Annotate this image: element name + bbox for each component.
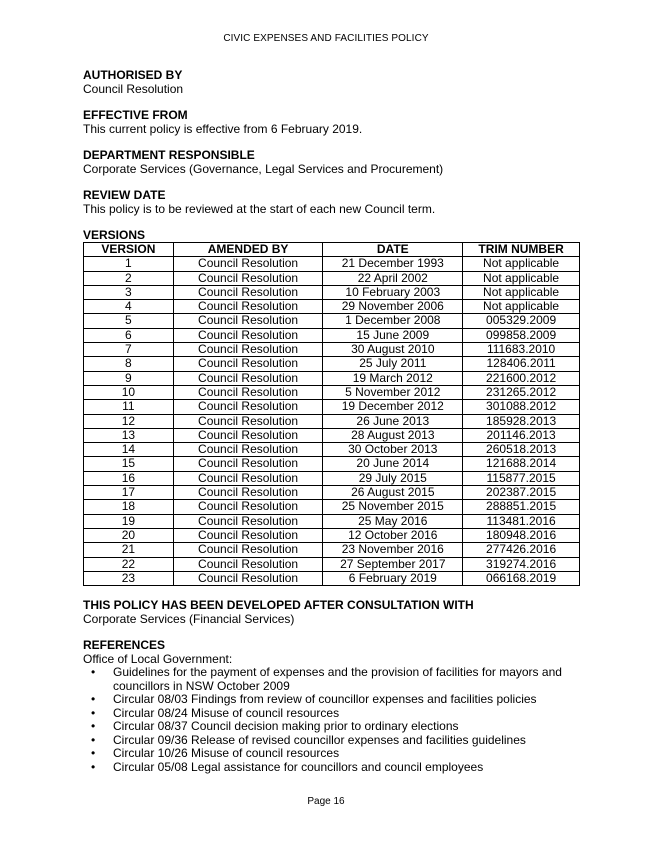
- version-cell: 2: [84, 271, 174, 285]
- department-section: [83, 148, 583, 176]
- amended-by-cell: Council Resolution: [173, 257, 323, 271]
- version-cell: 5: [84, 314, 174, 328]
- table-row: [84, 285, 580, 299]
- amended-by-cell: Council Resolution: [173, 300, 323, 314]
- trim-number-cell: 185928.2013: [463, 414, 580, 428]
- reference-text: Circular 08/24 Misuse of council resources: [113, 705, 340, 720]
- date-cell: 10 February 2003: [323, 285, 463, 299]
- version-cell: 20: [84, 528, 174, 542]
- trim-number-cell: Not applicable: [463, 257, 580, 271]
- version-cell: 17: [84, 486, 174, 500]
- date-cell: 22 April 2002: [323, 271, 463, 285]
- review-heading: REVIEW DATE: [83, 188, 166, 202]
- amended-by-cell: Council Resolution: [173, 500, 323, 514]
- trim-number-cell: 277426.2016: [463, 543, 580, 557]
- date-cell: 21 December 1993: [323, 257, 463, 271]
- column-header-version: VERSION: [84, 243, 174, 257]
- version-cell: 9: [84, 371, 174, 385]
- version-cell: 13: [84, 428, 174, 442]
- date-cell: 25 May 2016: [323, 514, 463, 528]
- trim-number-cell: Not applicable: [463, 271, 580, 285]
- trim-number-cell: 115877.2015: [463, 471, 580, 485]
- amended-by-cell: Council Resolution: [173, 486, 323, 500]
- amended-by-cell: Council Resolution: [173, 557, 323, 571]
- department-text: Corporate Services (Governance, Legal Services and Procurement): [83, 162, 444, 176]
- version-cell: 1: [84, 257, 174, 271]
- version-cell: 7: [84, 343, 174, 357]
- list-item: [91, 692, 583, 707]
- authorised-section: [83, 68, 583, 96]
- reference-text: Guidelines for the payment of expenses and the provision of facilities for mayors and councillors in NSW October 2009: [113, 665, 562, 693]
- amended-by-cell: Council Resolution: [173, 528, 323, 542]
- table-row: [84, 414, 580, 428]
- reference-text: Circular 09/36 Release of revised councillor expenses and facilities guidelines: [113, 732, 526, 747]
- column-header-trim-number: TRIM NUMBER: [463, 243, 580, 257]
- date-cell: 23 November 2016: [323, 543, 463, 557]
- version-cell: 23: [84, 571, 174, 585]
- table-row: [84, 371, 580, 385]
- table-row: [84, 543, 580, 557]
- amended-by-cell: Council Resolution: [173, 343, 323, 357]
- date-cell: 30 August 2010: [323, 343, 463, 357]
- bullet-icon: •: [91, 705, 96, 720]
- version-cell: 22: [84, 557, 174, 571]
- table-row: [84, 385, 580, 399]
- table-row: [84, 571, 580, 585]
- table-row: [84, 471, 580, 485]
- date-cell: 19 March 2012: [323, 371, 463, 385]
- amended-by-cell: Council Resolution: [173, 428, 323, 442]
- date-cell: 1 December 2008: [323, 314, 463, 328]
- list-item: [91, 719, 583, 734]
- list-item: [91, 746, 583, 761]
- version-cell: 14: [84, 443, 174, 457]
- trim-number-cell: 128406.2011: [463, 357, 580, 371]
- versions-table: [83, 242, 580, 586]
- references-list: [83, 666, 583, 774]
- version-cell: 19: [84, 514, 174, 528]
- date-cell: 6 February 2019: [323, 571, 463, 585]
- amended-by-cell: Council Resolution: [173, 328, 323, 342]
- date-cell: 25 November 2015: [323, 500, 463, 514]
- references-heading: REFERENCES: [83, 638, 166, 653]
- version-cell: 3: [84, 285, 174, 299]
- table-row: [84, 443, 580, 457]
- effective-text: This current policy is effective from 6 February 2019.: [83, 122, 363, 136]
- list-item: [91, 705, 583, 721]
- reference-text: Circular 10/26 Misuse of council resources: [113, 746, 340, 761]
- trim-number-cell: 180948.2016: [463, 528, 580, 542]
- date-cell: 27 September 2017: [323, 557, 463, 571]
- consultation-heading: THIS POLICY HAS BEEN DEVELOPED AFTER CONSULTATION WITH: [83, 598, 474, 613]
- trim-number-cell: 005329.2009: [463, 314, 580, 328]
- version-cell: 16: [84, 471, 174, 485]
- trim-number-cell: 231265.2012: [463, 385, 580, 399]
- date-cell: 28 August 2013: [323, 428, 463, 442]
- amended-by-cell: Council Resolution: [173, 443, 323, 457]
- references-section: [83, 638, 583, 774]
- bullet-icon: •: [91, 719, 96, 734]
- table-row: [84, 357, 580, 371]
- table-row: [84, 400, 580, 414]
- trim-number-cell: 113481.2016: [463, 514, 580, 528]
- amended-by-cell: Council Resolution: [173, 514, 323, 528]
- effective-section: [83, 108, 583, 136]
- version-cell: 4: [84, 300, 174, 314]
- table-row: [84, 300, 580, 314]
- table-row: [84, 528, 580, 542]
- date-cell: 19 December 2012: [323, 400, 463, 414]
- department-heading: DEPARTMENT RESPONSIBLE: [83, 148, 255, 162]
- date-cell: 26 August 2015: [323, 486, 463, 500]
- bullet-icon: •: [91, 746, 96, 761]
- column-header-date: DATE: [323, 243, 463, 257]
- table-row: [84, 514, 580, 528]
- amended-by-cell: Council Resolution: [173, 471, 323, 485]
- bullet-icon: •: [91, 692, 96, 707]
- consultation-section: [83, 598, 583, 626]
- trim-number-cell: 288851.2015: [463, 500, 580, 514]
- date-cell: 29 July 2015: [323, 471, 463, 485]
- trim-number-cell: 202387.2015: [463, 486, 580, 500]
- page-header: CIVIC EXPENSES AND FACILITIES POLICY: [223, 33, 429, 44]
- date-cell: 25 July 2011: [323, 357, 463, 371]
- table-row: [84, 314, 580, 328]
- trim-number-cell: 111683.2010: [463, 343, 580, 357]
- authorised-heading: AUTHORISED BY: [83, 68, 183, 82]
- version-cell: 18: [84, 500, 174, 514]
- version-cell: 12: [84, 414, 174, 428]
- version-cell: 8: [84, 357, 174, 371]
- review-section: [83, 188, 583, 216]
- bullet-icon: •: [91, 665, 96, 680]
- amended-by-cell: Council Resolution: [173, 285, 323, 299]
- trim-number-cell: 260518.2013: [463, 443, 580, 457]
- amended-by-cell: Council Resolution: [173, 357, 323, 371]
- date-cell: 15 June 2009: [323, 328, 463, 342]
- list-item: [91, 732, 583, 748]
- date-cell: 5 November 2012: [323, 385, 463, 399]
- policy-content: [83, 68, 583, 786]
- version-cell: 15: [84, 457, 174, 471]
- amended-by-cell: Council Resolution: [173, 271, 323, 285]
- table-row: [84, 486, 580, 500]
- version-cell: 21: [84, 543, 174, 557]
- list-item: [91, 759, 583, 775]
- amended-by-cell: Council Resolution: [173, 314, 323, 328]
- trim-number-cell: 221600.2012: [463, 371, 580, 385]
- trim-number-cell: 066168.2019: [463, 571, 580, 585]
- consultation-text: Corporate Services (Financial Services): [83, 612, 295, 627]
- trim-number-cell: 319274.2016: [463, 557, 580, 571]
- trim-number-cell: 099858.2009: [463, 328, 580, 342]
- list-item: [91, 665, 583, 693]
- amended-by-cell: Council Resolution: [173, 543, 323, 557]
- versions-heading: VERSIONS: [83, 228, 146, 242]
- trim-number-cell: 201146.2013: [463, 428, 580, 442]
- effective-heading: EFFECTIVE FROM: [83, 108, 188, 122]
- version-cell: 11: [84, 400, 174, 414]
- date-cell: 12 October 2016: [323, 528, 463, 542]
- version-cell: 6: [84, 328, 174, 342]
- review-text: This policy is to be reviewed at the start of each new Council term.: [83, 202, 436, 216]
- trim-number-cell: Not applicable: [463, 300, 580, 314]
- references-intro: Office of Local Government:: [83, 652, 233, 667]
- trim-number-cell: Not applicable: [463, 285, 580, 299]
- amended-by-cell: Council Resolution: [173, 457, 323, 471]
- versions-section: [83, 228, 583, 586]
- date-cell: 29 November 2006: [323, 300, 463, 314]
- reference-text: Circular 08/37 Council decision making prior to ordinary elections: [113, 719, 459, 734]
- versions-table-body: [84, 257, 580, 586]
- table-row: [84, 343, 580, 357]
- table-row: [84, 428, 580, 442]
- page-number: Page 16: [307, 796, 345, 807]
- amended-by-cell: Council Resolution: [173, 414, 323, 428]
- bullet-icon: •: [91, 732, 96, 747]
- amended-by-cell: Council Resolution: [173, 400, 323, 414]
- table-row: [84, 457, 580, 471]
- table-row: [84, 328, 580, 342]
- version-cell: 10: [84, 385, 174, 399]
- column-header-amended-by: AMENDED BY: [173, 243, 323, 257]
- table-row: [84, 557, 580, 571]
- table-row: [84, 500, 580, 514]
- trim-number-cell: 301088.2012: [463, 400, 580, 414]
- amended-by-cell: Council Resolution: [173, 385, 323, 399]
- reference-text: Circular 05/08 Legal assistance for councillors and council employees: [113, 759, 484, 774]
- authorised-text: Council Resolution: [83, 82, 184, 96]
- versions-header-row: [84, 243, 580, 257]
- trim-number-cell: 121688.2014: [463, 457, 580, 471]
- amended-by-cell: Council Resolution: [173, 371, 323, 385]
- amended-by-cell: Council Resolution: [173, 571, 323, 585]
- bullet-icon: •: [91, 759, 96, 774]
- reference-text: Circular 08/03 Findings from review of councillor expenses and facilities policies: [113, 692, 537, 707]
- date-cell: 26 June 2013: [323, 414, 463, 428]
- table-row: [84, 257, 580, 271]
- date-cell: 30 October 2013: [323, 443, 463, 457]
- date-cell: 20 June 2014: [323, 457, 463, 471]
- table-row: [84, 271, 580, 285]
